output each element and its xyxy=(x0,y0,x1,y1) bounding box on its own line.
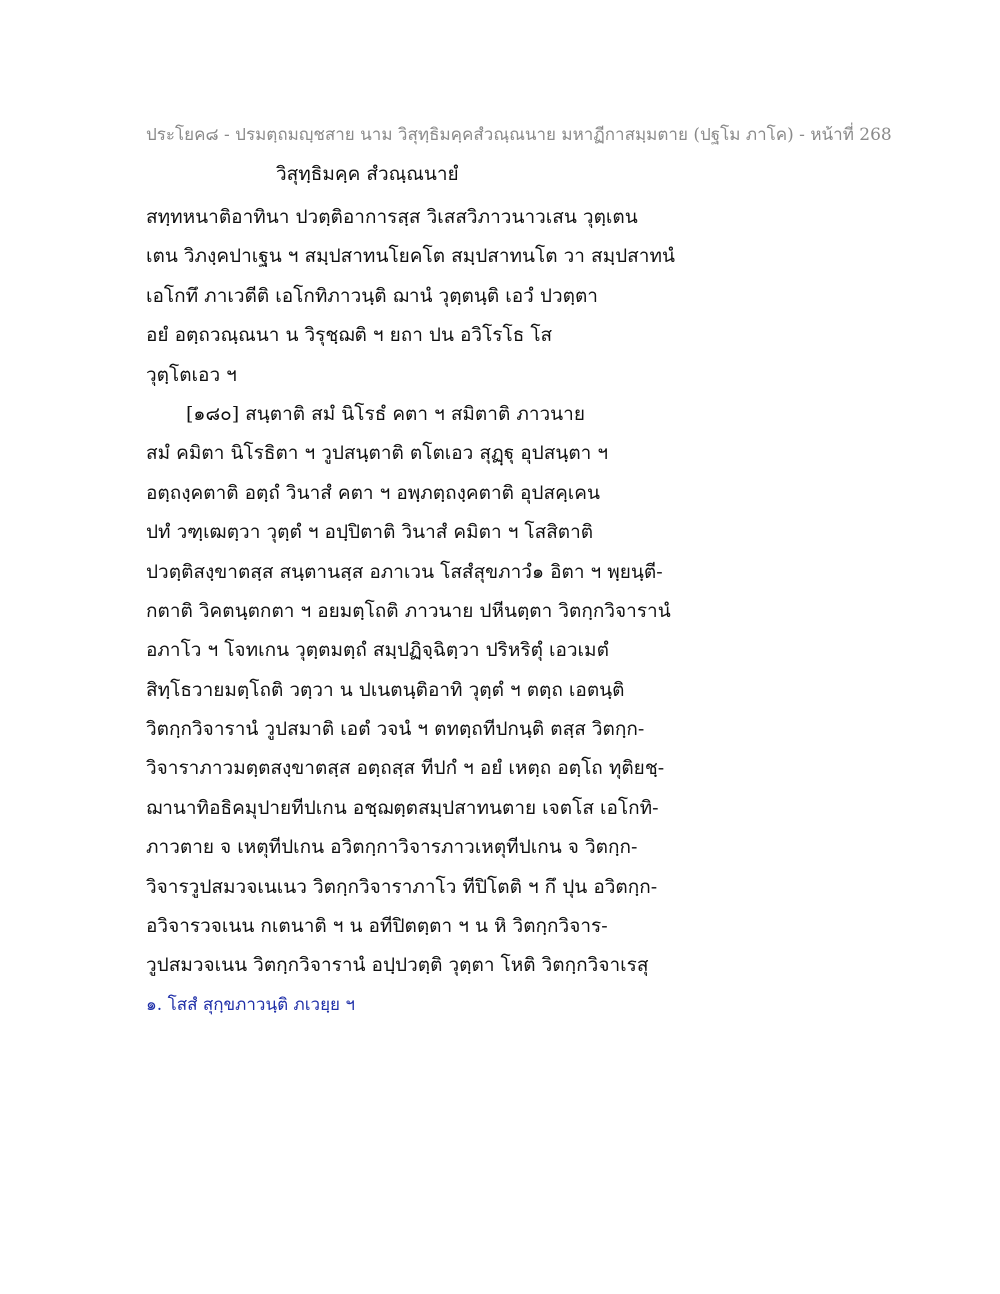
text-line: ปทํ วฑฺเฒตฺวา วุตฺตํ ฯ อปฺปิตาติ วินาสํ คมิตา ฯ โสสิตาติ xyxy=(146,521,594,544)
text-line: ปวตฺติสงฺขาตสฺส สนฺตานสฺส อภาเวน โสสํสุขภาวํ๑ อิตา ฯ พฺยนฺตี- xyxy=(146,560,663,583)
footnote: ๑. โสสํ สุกฺขภาวนฺติ ภเวยฺย ฯ xyxy=(146,995,355,1015)
text-line: วูปสมวจเนน วิตกฺกวิจารานํ อปฺปวตฺติ วุตฺตา โหติ วิตกฺกวิจาเรสุ xyxy=(146,954,649,977)
text-line: สิทฺโธวายมตฺโถติ วตฺวา น ปเนตนฺติอาทิ วุตฺตํ ฯ ตตฺถ เอตนฺติ xyxy=(146,678,625,701)
paragraph-start-line: [๑๘๐] สนฺตาติ สมํ นิโรธํ คตา ฯ สมิตาติ ภาวนาย xyxy=(186,402,585,425)
body-text xyxy=(146,198,706,986)
text-line: อตฺถงฺคตาติ อตฺถํ วินาสํ คตา ฯ อพฺภตฺถงฺคตาติ อุปสคฺเคน xyxy=(146,481,600,504)
text-line: อยํ อตฺถวณฺณนา น วิรุชฺฌติ ฯ ยถา ปน อวิโรโธ โส xyxy=(146,324,553,347)
text-line: ฌานาทิอธิคมุปายทีปเกน อชฺฌตฺตสมฺปสาทนตาย เจตโส เอโกทิ- xyxy=(146,796,659,819)
text-line: สมํ คมิตา นิโรธิตา ฯ วูปสนฺตาติ ตโตเอว สุฏฺฐุ อุปสนฺตา ฯ xyxy=(146,442,609,465)
page-header: ประโยค๘ - ปรมตฺถมญฺชสาย นาม วิสุทฺธิมคฺคสํวณฺณนาย มหาฏีกาสมฺมตาย (ปฐโม ภาโค) - หน้าที่ 268 xyxy=(146,125,892,145)
text-line: เตน วิภงฺคปาเฐน ฯ สมฺปสาทนโยคโต สมฺปสาทนโต วา สมฺปสาทนํ xyxy=(146,245,675,268)
text-line: วิตกฺกวิจารานํ วูปสมาติ เอตํ วจนํ ฯ ตทตฺถทีปกนฺติ ตสฺส วิตกฺก- xyxy=(146,718,645,741)
text-line: วิจาราภาวมตฺตสงฺขาตสฺส อตฺถสฺส ทีปกํ ฯ อยํ เหตฺถ อตฺโถ ทุติยชฺ- xyxy=(146,757,665,780)
text-line: สทฺทหนาติอาทินา ปวตฺติอาการสฺส วิเสสวิภาวนาวเสน วุตฺเตน xyxy=(146,206,638,228)
text-line: เอโกทึ ภาเวตีติ เอโกทิภาวนฺติ ฌานํ วุตฺตนฺติ เอวํ ปวตฺตา xyxy=(146,284,598,307)
section-title: วิสุทฺธิมคฺค สํวณฺณนายํ xyxy=(276,163,459,185)
text-line: อภาโว ฯ โจทเกน วุตฺตมตฺถํ สมฺปฏิจฺฉิตฺวา ปริหริตุํ เอวเมตํ xyxy=(146,639,609,662)
text-line: วุตฺโตเอว ฯ xyxy=(146,363,237,386)
text-line: อวิจารวจเนน กเตนาติ ฯ น อทีปิตตฺตา ฯ น หิ วิตกฺกวิจาร- xyxy=(146,915,608,938)
text-line: วิจารวูปสมวจเนเนว วิตกฺกวิจาราภาโว ทีปิโตติ ฯ กึ ปุน อวิตกฺก- xyxy=(146,875,658,898)
text-line: ภาวตาย จ เหตุทีปเกน อวิตกฺกาวิจารภาวเหตุทีปเกน จ วิตกฺก- xyxy=(146,836,638,859)
text-line: กตาติ วิคตนฺตกตา ฯ อยมตฺโถติ ภาวนาย ปหีนตฺตา วิตกฺกวิจารานํ xyxy=(146,599,671,622)
